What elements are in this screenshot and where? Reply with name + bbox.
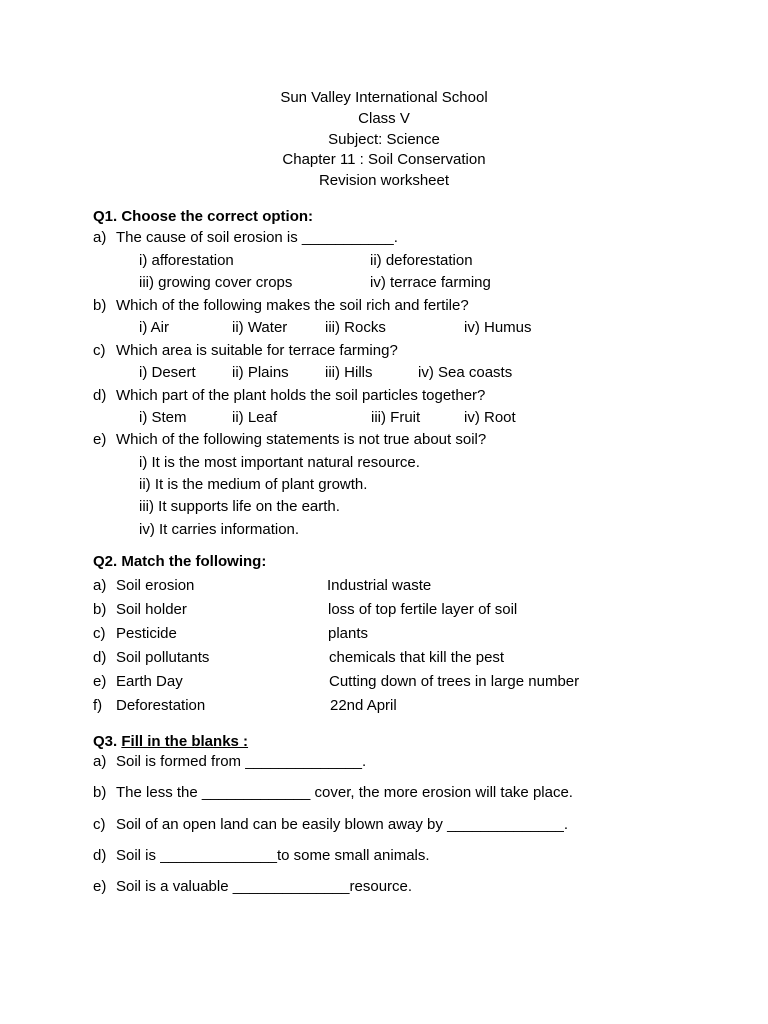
q2d-left: Soil pollutants [116, 649, 210, 666]
q2f-label: f) [93, 697, 103, 714]
q2a-left: Soil erosion [116, 577, 195, 594]
q2b-left: Soil holder [116, 601, 187, 618]
q1d-option-3: iii) Fruit [371, 409, 421, 426]
q3-heading [93, 733, 248, 751]
q2b-label: b) [93, 601, 107, 618]
q1a-option-1: i) afforestation [139, 252, 234, 269]
q1c-question: Which area is suitable for terrace farming? [116, 342, 398, 359]
q1e-question: Which of the following statements is not true about soil? [116, 431, 487, 448]
q1c-option-4: iv) Sea coasts [418, 364, 513, 381]
q1d-question: Which part of the plant holds the soil particles together? [116, 387, 486, 404]
q3e-blank: ______________ [232, 878, 350, 895]
q3e-after: resource. [349, 878, 413, 895]
q1e-option-4: iv) It carries information. [139, 521, 300, 538]
q3d-blank: ______________ [160, 847, 277, 864]
q3c-blank: ______________ [447, 816, 564, 833]
q1d-label: d) [93, 387, 107, 404]
q2b-right: loss of top fertile layer of soil [328, 601, 518, 618]
chapter-label: Chapter 11 : Soil Conservation [282, 151, 486, 168]
class-label: Class V [358, 110, 410, 127]
q1a-option-2: ii) deforestation [370, 252, 473, 269]
q1e-option-3: iii) It supports life on the earth. [139, 498, 340, 515]
q3c-after: . [563, 816, 569, 833]
q3e-before: Soil is a valuable [116, 878, 233, 895]
q3d-before: Soil is [116, 847, 161, 864]
q2f-right: 22nd April [330, 697, 397, 714]
q1c-option-2: ii) Plains [232, 364, 289, 381]
q1a-label: a) [93, 229, 107, 246]
q3b-before: The less the [116, 784, 202, 801]
q2c-left: Pesticide [116, 625, 177, 642]
q1b-option-4: iv) Humus [464, 319, 532, 336]
q2e-left: Earth Day [116, 673, 183, 690]
q2e-label: e) [93, 673, 107, 690]
q1c-option-1: i) Desert [139, 364, 196, 381]
q2c-right: plants [328, 625, 369, 642]
q1a-option-3: iii) growing cover crops [139, 274, 293, 291]
q3d-sentence [116, 847, 430, 865]
q3b-after: cover, the more erosion will take place. [310, 784, 573, 801]
q3b-sentence [116, 784, 573, 802]
subject-label: Subject: Science [328, 131, 440, 148]
q1b-label: b) [93, 297, 107, 314]
q3c-sentence [116, 816, 568, 834]
q2a-right: Industrial waste [327, 577, 432, 594]
q3-number: Q3. [93, 733, 118, 750]
q1a-question: The cause of soil erosion is ___________. [116, 229, 398, 246]
q1e-label: e) [93, 431, 107, 448]
q1e-option-2: ii) It is the medium of plant growth. [139, 476, 368, 493]
q2c-label: c) [93, 625, 106, 642]
q3-title: Fill in the blanks : [121, 733, 249, 750]
q3e-label: e) [93, 878, 107, 895]
q3a-sentence [116, 753, 366, 771]
q1d-option-1: i) Stem [139, 409, 187, 426]
q1c-option-3: iii) Hills [325, 364, 373, 381]
q3c-label: c) [93, 816, 106, 833]
q3e-sentence [116, 878, 412, 896]
q3a-blank: ______________ [245, 753, 362, 770]
q1-heading: Q1. Choose the correct option: [93, 208, 314, 225]
q3a-before: Soil is formed from [116, 753, 246, 770]
school-name: Sun Valley International School [280, 89, 488, 106]
worksheet-title: Revision worksheet [318, 172, 450, 189]
q3d-after: to some small animals. [276, 847, 430, 864]
q1a-option-4: iv) terrace farming [370, 274, 491, 291]
q3b-label: b) [93, 784, 107, 801]
q1b-question: Which of the following makes the soil rich and fertile? [116, 297, 469, 314]
q2e-right: Cutting down of trees in large number [329, 673, 580, 690]
q1e-option-1: i) It is the most important natural resource. [139, 454, 420, 471]
q3a-after: . [362, 753, 367, 770]
q2-heading: Q2. Match the following: [93, 553, 267, 570]
q1b-option-1: i) Air [139, 319, 169, 336]
q2a-label: a) [93, 577, 107, 594]
q2f-left: Deforestation [116, 697, 206, 714]
q3b-blank: _____________ [201, 784, 311, 801]
q3a-label: a) [93, 753, 107, 770]
q2d-right: chemicals that kill the pest [329, 649, 505, 666]
q1d-option-2: ii) Leaf [232, 409, 278, 426]
q3c-before: Soil of an open land can be easily blown away by [116, 816, 448, 833]
q1b-option-3: iii) Rocks [325, 319, 386, 336]
q1d-option-4: iv) Root [464, 409, 516, 426]
q3d-label: d) [93, 847, 107, 864]
q1c-label: c) [93, 342, 106, 359]
q2d-label: d) [93, 649, 107, 666]
q1b-option-2: ii) Water [232, 319, 288, 336]
